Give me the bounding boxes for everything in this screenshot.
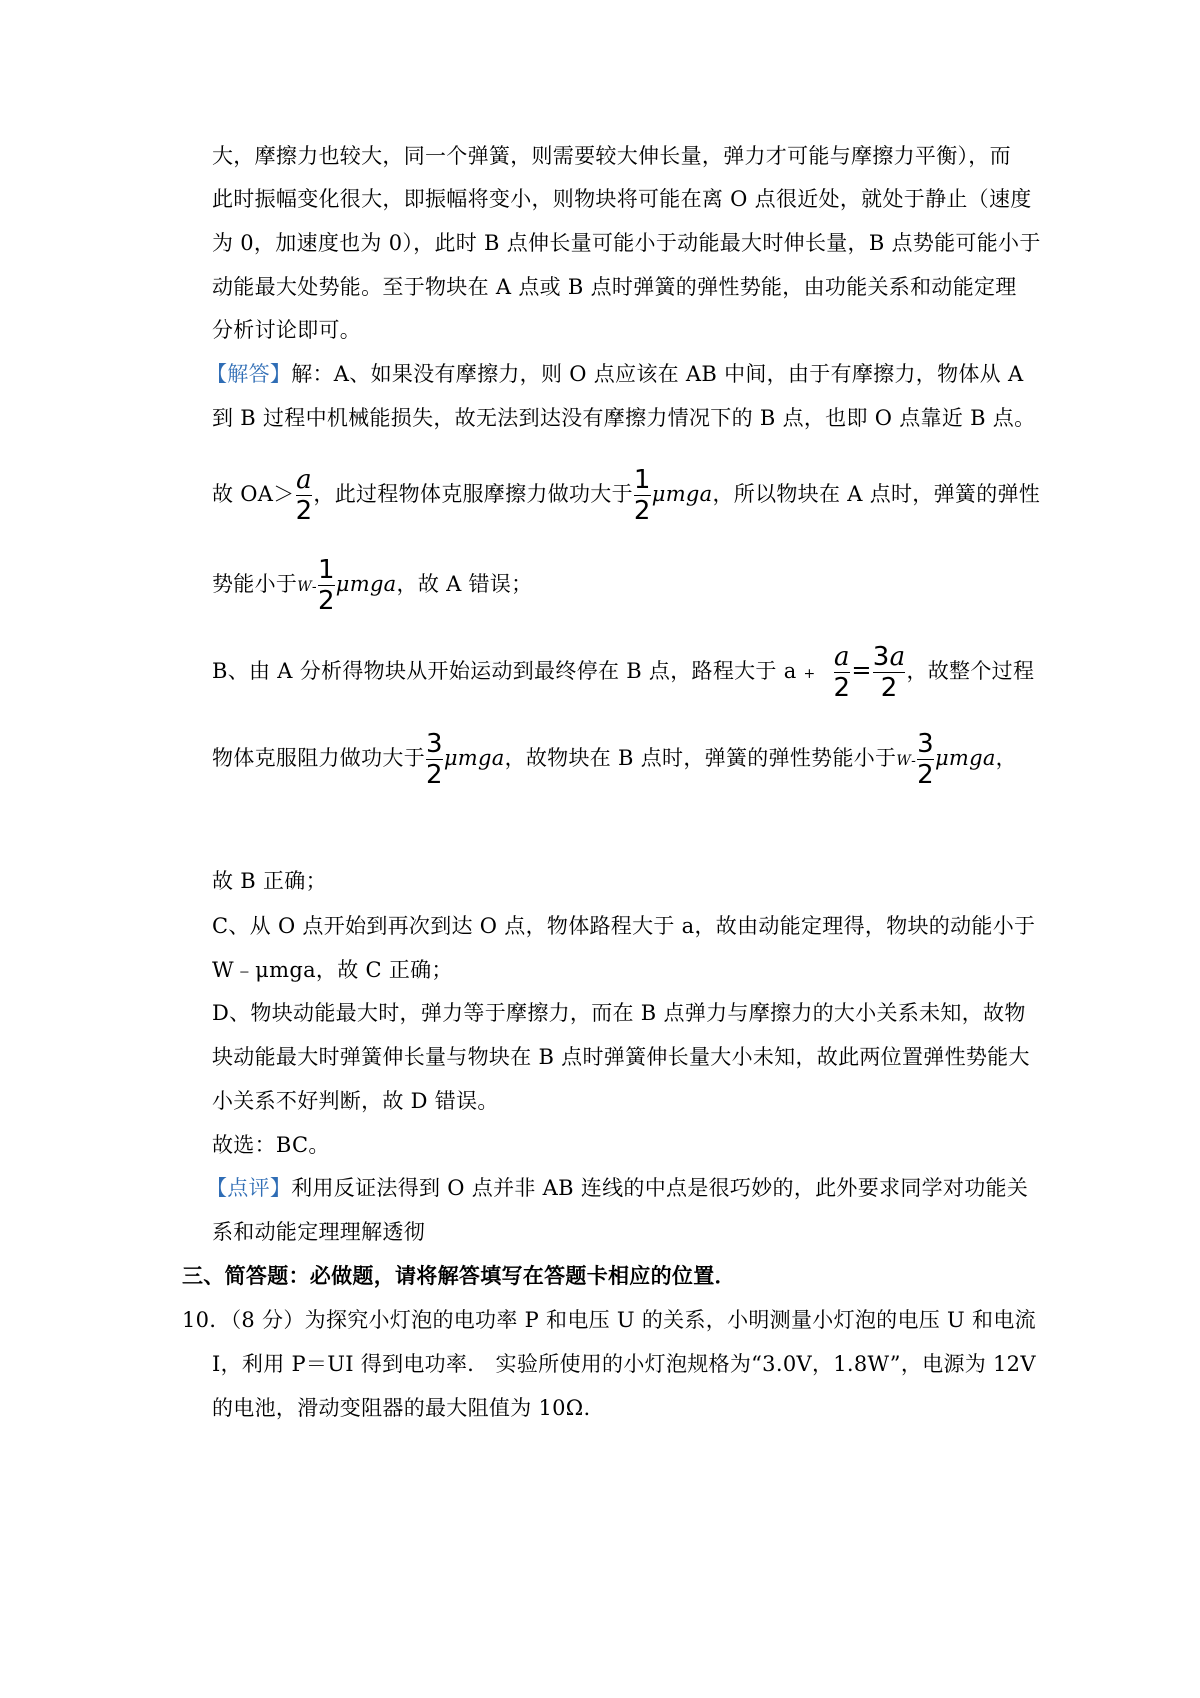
text-line: 小关系不好判断，故 D 错误。 (212, 1089, 499, 1113)
text-segment: ，故物块在 B 点时，弹簧的弹性势能小于 (504, 746, 897, 770)
fraction-1-over-2: $\frac{1}{2}$ (633, 465, 651, 526)
text-line: 此时振幅变化很大，即振幅将变小，则物块将可能在离 O 点很近处，就处于静止（速度 (212, 187, 1032, 211)
text-segment: ，故 A 错误； (396, 572, 533, 596)
fraction-1-over-2: $\frac{1}{2}$ (317, 555, 335, 616)
math-equals: = (851, 656, 872, 684)
answer-line (206, 359, 1023, 389)
formula-line (212, 465, 1040, 526)
text-line: 故 B 正确； (212, 869, 327, 893)
question-line: 的电池，滑动变阻器的最大阻值为 10Ω. (212, 1396, 591, 1420)
formula-line (212, 555, 532, 616)
text-segment: B、由 A 分析得物块从开始运动到最终停在 B 点，路程大于 a (212, 659, 804, 683)
text-line: D、物块动能最大时，弹力等于摩擦力，而在 B 点弹力与摩擦力的大小关系未知，故物 (212, 1001, 1026, 1025)
fraction-a-over-2: $\frac{a}{2}$ (833, 642, 851, 703)
math-mu-mga: μmga (934, 746, 996, 770)
text-segment: 故 OA＞ (212, 482, 295, 506)
text-line: 系和动能定理理解透彻 (212, 1220, 425, 1244)
comment-tag: 【点评】 (206, 1176, 292, 1200)
text-line: 块动能最大时弹簧伸长量与物块在 B 点时弹簧伸长量大小未知，故此两位置弹性势能大 (212, 1045, 1030, 1069)
fraction-3-over-2: $\frac{3}{2}$ (917, 729, 934, 790)
answer-text: 解：A、如果没有摩擦力，则 O 点应该在 AB 中间，由于有摩擦力，物体从 A (291, 362, 1024, 386)
text-line: 为 0，加速度也为 0），此时 B 点伸长量可能小于动能最大时伸长量，B 点势能可能小于 (212, 231, 1041, 255)
question-line: I，利用 P＝UI 得到电功率． 实验所使用的小灯泡规格为“3.0V，1.8W”，电源为 12V (212, 1352, 1036, 1376)
math-minus: - (911, 753, 917, 769)
math-minus: - (311, 579, 317, 595)
text-line: 动能最大处势能。至于物块在 A 点或 B 点时弹簧的弹性势能，由功能关系和动能定理 (212, 275, 1017, 299)
answer-tag: 【解答】 (206, 362, 292, 386)
text-segment: ，所以物块在 A 点时，弹簧的弹性 (712, 482, 1041, 506)
math-w: W (896, 753, 912, 769)
math-mu-mga: μmga (651, 482, 713, 506)
math-mu-mga: μmga (335, 572, 397, 596)
fraction-3a-over-2: $\frac{3a}{2}$ (872, 642, 906, 703)
fraction-a-over-2: $\frac{a}{2}$ (295, 465, 313, 526)
text-segment: ， (995, 746, 1017, 770)
comment-line (206, 1173, 1028, 1203)
text-segment: ，此过程物体克服摩擦力做功大于 (313, 482, 633, 506)
text-line: 到 B 过程中机械能损失，故无法到达没有摩擦力情况下的 B 点，也即 O 点靠近 B 点。 (212, 406, 1036, 430)
text-line: 大，摩擦力也较大，同一个弹簧，则需要较大伸长量，弹力才可能与摩擦力平衡），而 (212, 144, 1011, 168)
text-segment: ，故整个过程 (906, 659, 1035, 683)
math-mu-mga: μmga (443, 746, 505, 770)
text-line: C、从 O 点开始到再次到达 O 点，物体路程大于 a，故由动能定理得，物块的动能小于 (212, 914, 1036, 938)
text-segment: 势能小于 (212, 572, 298, 596)
formula-line (212, 642, 1034, 703)
math-w: W (297, 579, 312, 595)
comment-text: 利用反证法得到 O 点并非 AB 连线的中点是很巧妙的，此外要求同学对功能关 (291, 1176, 1029, 1200)
section-heading: 三、简答题：必做题，请将解答填写在答题卡相应的位置． (182, 1263, 736, 1288)
text-line: 分析讨论即可。 (212, 318, 362, 342)
text-line: W﹣μmga，故 C 正确； (212, 958, 453, 982)
math-plus: + (803, 666, 816, 682)
question-line: 10．（8 分）为探究小灯泡的电功率 P 和电压 U 的关系，小明测量小灯泡的电压 U 和电流 (182, 1308, 1036, 1332)
text-segment: 物体克服阻力做功大于 (212, 746, 425, 770)
text-line: 故选：BC。 (212, 1133, 330, 1157)
fraction-3-over-2: $\frac{3}{2}$ (426, 729, 443, 790)
formula-line (212, 729, 1017, 790)
